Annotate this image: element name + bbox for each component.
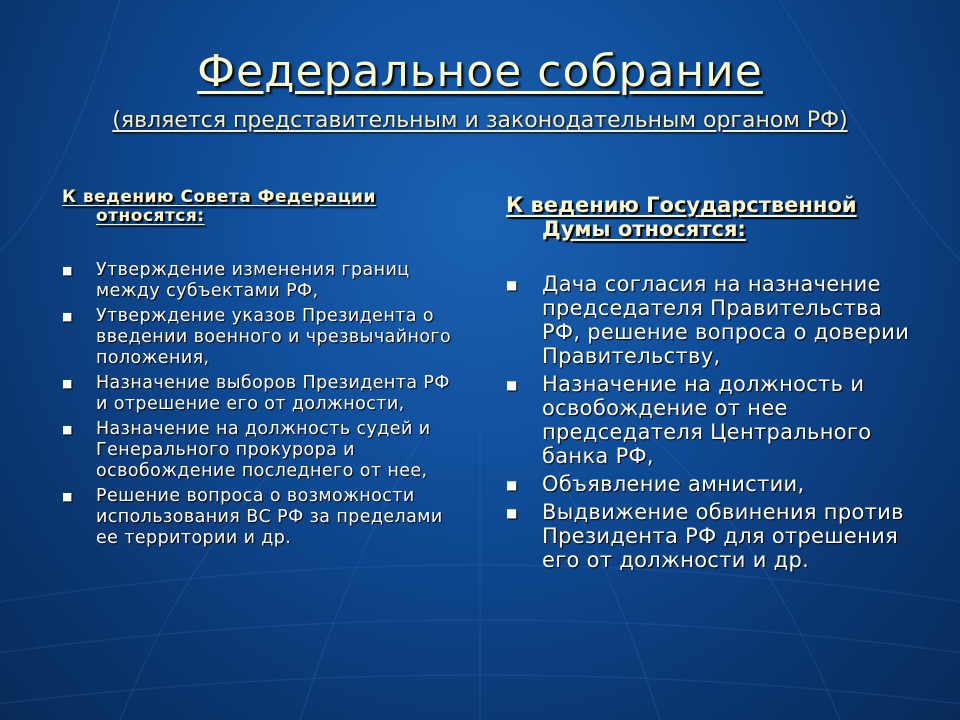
- bullet-icon: ■: [62, 490, 73, 503]
- list-item: [62, 373, 462, 415]
- list-item-text: Выдвижение обвинения против Президента РФ для отрешения его от должности и др.: [542, 500, 904, 572]
- list-item-text: Назначение на должность судей и Генерального прокурора и освобождение последнего от нее,: [96, 419, 431, 481]
- state-duma-list: [506, 272, 916, 576]
- bullet-icon: ■: [62, 264, 73, 277]
- state-duma-heading-line1: К ведению Государственной: [506, 193, 857, 217]
- list-item-text: Дача согласия на назначение председателя Правительства РФ, решение вопроса о доверии Правительству,: [542, 272, 910, 368]
- federation-council-heading: [62, 188, 442, 226]
- list-item: [506, 472, 916, 496]
- list-item-text: Объявление амнистии,: [542, 472, 805, 496]
- list-item: [506, 500, 916, 572]
- list-item: [62, 486, 462, 549]
- state-duma-heading-line2: Думы относятся:: [542, 216, 746, 241]
- list-item-text: Утверждение изменения границ между субъектами РФ,: [96, 260, 410, 301]
- bullet-icon: ■: [62, 377, 73, 390]
- list-item-text: Утверждение указов Президента о введении военного и чрезвычайного положения,: [96, 306, 452, 368]
- state-duma-heading: [506, 194, 926, 241]
- bullet-icon: ■: [506, 278, 518, 292]
- bullet-icon: ■: [62, 310, 73, 323]
- list-item-text: Решение вопроса о возможности использования ВС РФ за пределами ее территории и др.: [96, 486, 443, 548]
- slide-subtitle: (является представительным и законодательным органом РФ): [112, 108, 848, 133]
- bullet-icon: ■: [506, 506, 518, 520]
- federation-council-heading-line2: относятся:: [96, 206, 205, 227]
- bullet-icon: ■: [506, 478, 518, 492]
- bullet-icon: ■: [506, 378, 518, 392]
- list-item: [506, 272, 916, 368]
- list-item: [62, 419, 462, 482]
- list-item: [62, 260, 462, 302]
- bullet-icon: ■: [62, 423, 73, 436]
- list-item: [506, 372, 916, 468]
- list-item-text: Назначение выборов Президента РФ и отрешение его от должности,: [96, 373, 450, 414]
- list-item-text: Назначение на должность и освобождение от нее председателя Центрального банка РФ,: [542, 372, 872, 468]
- list-item: [62, 306, 462, 369]
- federation-council-heading-line1: К ведению Совета Федерации: [62, 187, 376, 207]
- slide-title: Федеральное собрание: [197, 46, 763, 97]
- federation-council-list: [62, 260, 462, 553]
